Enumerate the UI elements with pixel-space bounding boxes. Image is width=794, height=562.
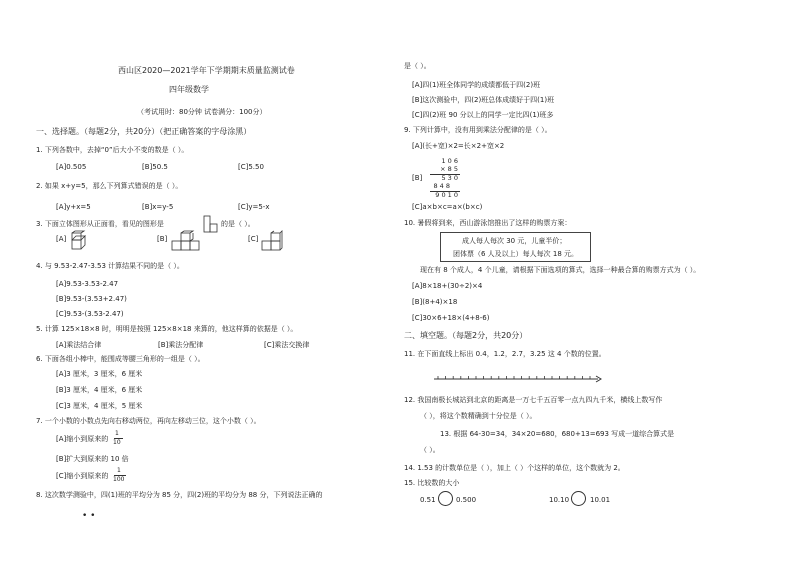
- q9-option-c[interactable]: [C]a×b×c=a×(b×c): [412, 203, 483, 211]
- question-10: 10. 暑假将到来，西山游泳馆推出了这样的购票方案：: [404, 219, 572, 227]
- question-1: 1. 下列各数中，去掉“0”后大小不变的数是（ ）。: [36, 146, 189, 154]
- cube-stack-a-icon: [70, 230, 98, 252]
- q7c-frac-den: 100: [113, 476, 125, 483]
- q7a-frac-num: 1: [115, 430, 119, 437]
- q1-option-c[interactable]: [C]5.50: [238, 163, 264, 171]
- q5-option-c[interactable]: [C]乘法交换律: [264, 341, 310, 349]
- question-7: 7. 一个小数的小数点先向右移动两位，再向左移动三位，这个小数（ ）。: [36, 417, 261, 425]
- q2-option-b[interactable]: [B]x=y-5: [142, 203, 174, 211]
- q10-option-c[interactable]: [C]30×6+18×(4+8-6): [412, 314, 490, 322]
- q4-option-c[interactable]: [C]9.53-(3.53-2.47): [56, 310, 124, 318]
- compare-1-circle[interactable]: [438, 491, 453, 506]
- cube-stack-b-icon: [170, 230, 204, 252]
- q10-option-b[interactable]: [B](8+4)×18: [412, 298, 458, 306]
- section2-heading: 二、填空题。（每题2分，共20分）: [404, 331, 528, 340]
- q7-option-a[interactable]: [A]缩小到原来的: [56, 435, 109, 443]
- question-15: 15. 比较数的大小: [404, 479, 460, 487]
- question-12b: （ ），将这个数精确到十分位是（ ）。: [420, 412, 537, 420]
- q10-option-a[interactable]: [A]8×18+(30÷2)×4: [412, 282, 483, 290]
- exam-info: （考试用时：80分钟 试卷满分：100分）: [137, 108, 267, 116]
- q2-option-c[interactable]: [C]y=5-x: [238, 203, 270, 211]
- q8-option-a[interactable]: [A]四(1)班全体同学的成绩都低于四(2)班: [412, 81, 541, 89]
- section1-heading: 一、选择题。（每题2分，共20分）（把正确答案的字母涂黑）: [36, 127, 252, 136]
- question-9: 9. 下列计算中，没有用到乘法分配律的是（ ）。: [404, 126, 552, 134]
- question-4: 4. 与 9.53-2.47-3.53 计算结果不同的是（ ）。: [36, 262, 184, 270]
- cube-stack-c-icon: [260, 230, 284, 252]
- compare-2-right: 10.01: [590, 496, 611, 504]
- exam-subject: 四年级数学: [169, 85, 209, 94]
- question-13a: 13. 根据 64-30=34，34×20=680，680+13=693 写成一道综合算式是: [440, 430, 675, 438]
- q3-option-b[interactable]: [B]: [157, 235, 168, 243]
- question-3-tail: 的是（ ）。: [221, 220, 255, 228]
- number-line[interactable]: [434, 373, 602, 385]
- question-3: 3. 下面立体图形从正面看，看见的图形是: [36, 220, 164, 228]
- q7c-frac-num: 1: [117, 467, 121, 474]
- q6-option-c[interactable]: [C]3 厘米，4 厘米，5 厘米: [56, 402, 143, 410]
- question-6: 6. 下面各组小棒中，能围成等腰三角形的一组是（ ）。: [36, 355, 205, 363]
- q4-option-a[interactable]: [A]9.53-3.53-2.47: [56, 280, 119, 288]
- q7a-frac-den: 10: [113, 439, 121, 446]
- q1-option-b[interactable]: [B]50.5: [142, 163, 168, 171]
- vm-line-4: 8 4 8: [433, 182, 450, 190]
- ticket-plan-line-1: 成人每人每次 30 元，儿童半价；: [462, 237, 567, 245]
- question-10-text: 现在有 8 个成人，4 个儿童，请根据下面选项的算式，选择一种最合算的购票方式为（ ）。: [420, 266, 701, 274]
- q8-option-b[interactable]: [B]这次测验中，四(2)班总体成绩好于四(1)班: [412, 96, 555, 104]
- q6-option-b[interactable]: [B]3 厘米，4 厘米，6 厘米: [56, 386, 143, 394]
- q2-option-a[interactable]: [A]y+x=5: [56, 203, 91, 211]
- question-5: 5. 计算 125×18×8 时，明明是按照 125×8×18 来算的，他这样算的依据是（ ）。: [36, 325, 298, 333]
- ticket-plan-box: [440, 232, 591, 262]
- vm-line-2: × 8 5: [440, 165, 458, 173]
- q7-option-c[interactable]: [C]缩小到原来的: [56, 472, 109, 480]
- question-8: 8. 这次数学测验中，四(1)班的平均分为 85 分，四(2)班的平均分为 88 分，下列说法正确的: [36, 491, 323, 499]
- q7-option-b[interactable]: [B]扩大到原来的 10 倍: [56, 455, 129, 463]
- vm-line-5: 9 0 1 0: [435, 191, 458, 199]
- question-12a: 12. 我国南极长城站到北京的距离是一万七千五百零一点九四九千米，横线上数写作: [404, 396, 663, 404]
- vm-line-3: 5 3 0: [441, 174, 458, 182]
- compare-2-circle[interactable]: [571, 491, 586, 506]
- compare-1-right: 0.500: [456, 496, 477, 504]
- question-11: 11. 在下面直线上标出 0.4，1.2，2.7，3.25 这 4 个数的位置。: [404, 350, 606, 358]
- q3-option-c[interactable]: [C]: [248, 235, 259, 243]
- q6-option-a[interactable]: [A]3 厘米，3 厘米，6 厘米: [56, 370, 143, 378]
- ticket-plan-line-2: 团体票（6 人及以上）每人每次 18 元。: [453, 250, 579, 258]
- question-14: 14. 1.53 的计数单位是（ ），加上（ ）个这样的单位，这个数就为 2。: [404, 464, 625, 472]
- question-13b: （ ）。: [420, 446, 440, 454]
- q4-option-b[interactable]: [B]9.53-(3.53+2.47): [56, 295, 127, 303]
- compare-2-left: 10.10: [549, 496, 570, 504]
- exam-title: 西山区2020—2021学年下学期期末质量监测试卷: [118, 66, 295, 75]
- q8-option-c[interactable]: [C]四(2)班 90 分以上的同学一定比四(1)班多: [412, 111, 554, 119]
- q5-option-b[interactable]: [B]乘法分配律: [158, 341, 204, 349]
- page-dots: • •: [82, 511, 96, 521]
- q9-option-b[interactable]: [B]: [412, 174, 423, 182]
- q9-option-a[interactable]: [A](长+宽)×2=长×2+宽×2: [412, 142, 505, 150]
- q5-option-a[interactable]: [A]乘法结合律: [56, 341, 102, 349]
- compare-1-left: 0.51: [420, 496, 436, 504]
- question-2: 2. 如果 x+y=5，那么下列算式错误的是（ ）。: [36, 182, 183, 190]
- question-8-cont: 是（ ）。: [404, 62, 431, 70]
- q3-option-a[interactable]: [A]: [56, 235, 67, 243]
- vm-line-1: 1 0 6: [441, 157, 458, 165]
- front-view-icon: [203, 215, 219, 233]
- q1-option-a[interactable]: [A]0.505: [56, 163, 87, 171]
